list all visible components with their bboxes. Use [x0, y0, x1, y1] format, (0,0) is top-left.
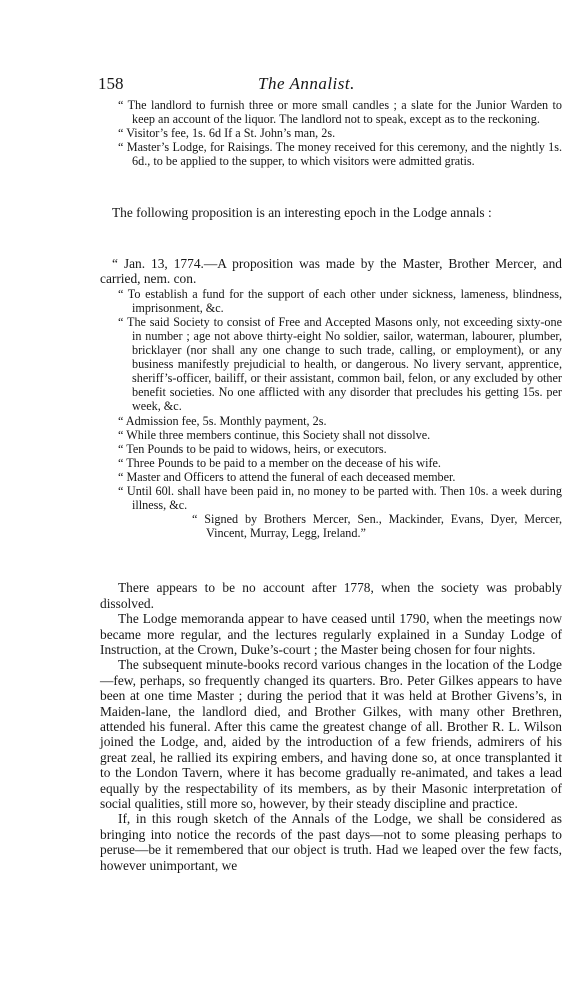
paragraph: The subsequent minute-books record various changes in the location of the Lodge—few, perhaps, so frequently changed its quarters. Bro. Peter Gilkes appears to have been at one time Master ; during the period that it was held at Brother Givens’s, in Maiden-lane, the landlord died, and Brother Gilkes, with many other Brethren, attended his funeral. After this came the greatest change of all. Brother R. L. Wilson joined the Lodge, and, aided by the introduction of a few friends, admirers of his great zeal, he rallied its expiring embers, and having done so, at once transplanted it to the London Tavern, where it has become gradually re-animated, and takes a lead equally by the respectability of its members, as by their Masonic interpretation of social qualities, still more so, however, by their steady discipline and practice. [100, 657, 562, 812]
paragraph: The Lodge memoranda appear to have ceased until 1790, when the meetings now became more regular, and the lectures regularly explained in a Sunday Lodge of Instruction, at the Crown, Duke’s-court ; the Master being chosen for four nights. [100, 611, 562, 657]
page-header [98, 74, 562, 98]
spacer [100, 184, 562, 189]
body-text [100, 98, 562, 873]
paragraph: “ Until 60l. shall have been paid in, no money to be parted with. Then 10s. a week during illness, &c. [118, 484, 562, 513]
paragraph: “ The landlord to furnish three or more small candles ; a slate for the Junior Warden to keep an account of the liquor. The landlord not to speak, except as to the reckoning. [118, 98, 562, 127]
paragraph: “ Signed by Brothers Mercer, Sen., Mackinder, Evans, Dyer, Mercer, Vincent, Murray, Legg, Ireland.” [192, 512, 562, 541]
paragraph: The following proposition is an interesting epoch in the Lodge annals : [112, 205, 492, 221]
page [100, 74, 562, 873]
paragraph: “ Admission fee, 5s. Monthly payment, 2s. [118, 413, 327, 428]
paragraph: “ Jan. 13, 1774.—A proposition was made by the Master, Brother Mercer, and carried, nem. con. [100, 255, 562, 287]
paragraph: “ Visitor’s fee, 1s. 6d If a St. John’s man, 2s. [118, 126, 336, 141]
paragraph: “ Master and Officers to attend the funeral of each deceased member. [118, 469, 456, 484]
paragraph: “ Ten Pounds to be paid to widows, heirs, or executors. [118, 441, 387, 456]
paragraph: “ Three Pounds to be paid to a member on the decease of his wife. [118, 455, 441, 470]
page-number: 158 [98, 74, 124, 93]
paragraph: “ While three members continue, this Society shall not dissolve. [118, 427, 431, 442]
paragraph: “ To establish a fund for the support of each other under sickness, lameness, blindness, imprisonment, &c. [118, 286, 562, 315]
running-title: The Annalist. [258, 74, 355, 93]
paragraph: There appears to be no account after 1778, when the society was probably dissolved. [100, 580, 562, 611]
spacer [100, 237, 562, 240]
spacer [100, 556, 562, 564]
paragraph: “ Master’s Lodge, for Raisings. The money received for this ceremony, and the nightly 1s. 6d., to be applied to the supper, to which visitors were admitted gratis. [118, 140, 562, 169]
paragraph: “ The said Society to consist of Free and Accepted Masons only, not exceeding sixty-one in number ; age not above thirty-eight No soldier, sailor, waterman, labourer, plumber, bricklayer (nor shall any one change to such trade, calling, or employment), or any business manifestly prejudicial to health, or dangerous. No livery servant, apprentice, sheriff’s-officer, bailiff, or their assistant, common bail, felon, or any excluded by other benefit societies. No one afflicted with any disorder that precludes his getting 15s. per week, &c. [118, 314, 562, 414]
paragraph: If, in this rough sketch of the Annals of the Lodge, we shall be considered as bringing into notice the records of the past days—not to some pleasing perhaps to peruse—be it remembered that our object is truth. Had we leaped over the few facts, however unimportant, we [100, 811, 562, 873]
